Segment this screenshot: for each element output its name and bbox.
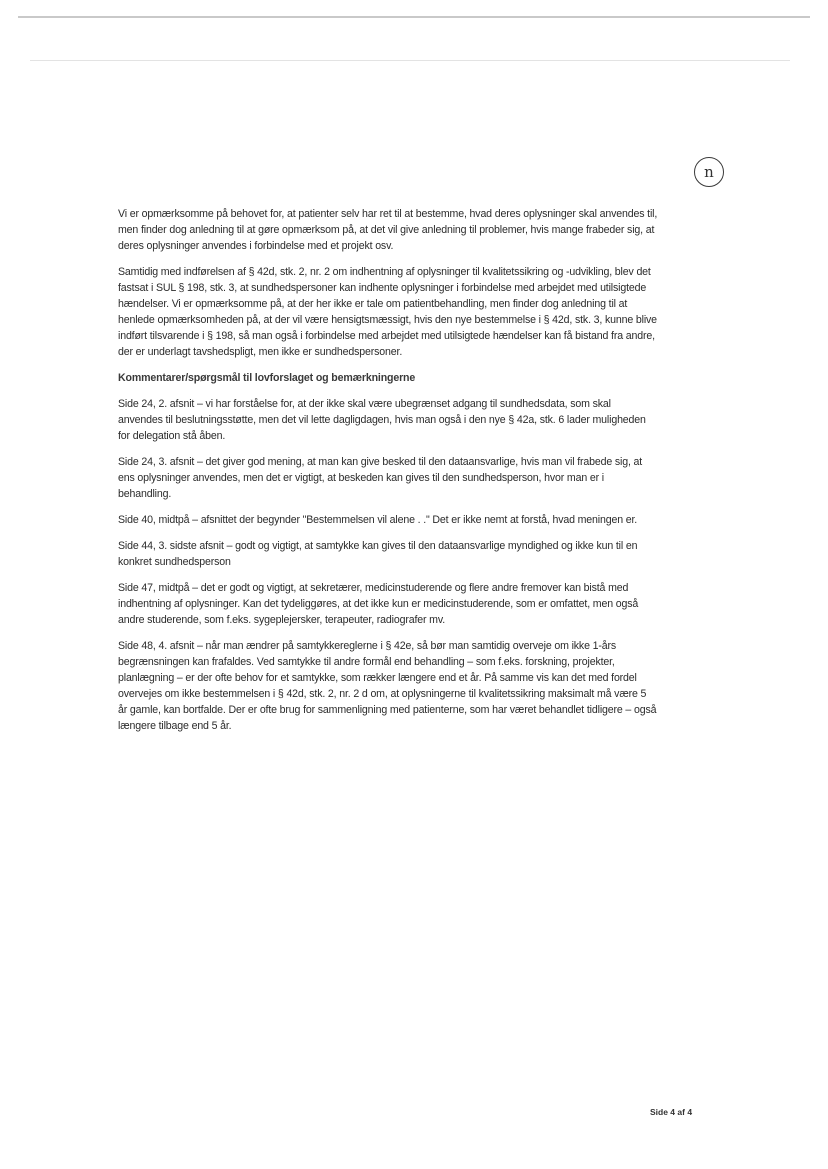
page-number: Side 4 af 4 — [650, 1107, 693, 1117]
document-body — [118, 206, 658, 744]
comment-page-24-2: Side 24, 2. afsnit – vi har forståelse for, at der ikke skal være ubegrænset adgang til sundhedsdata, som skal anvendes til beslutningsstøtte, men det vil lette dagligdagen, hvis man også i den nye § 42a, stk. 6 lader muligheden for delegation stå åben. — [118, 398, 646, 442]
scan-edge-line — [18, 16, 810, 18]
section-heading: Kommentarer/spørgsmål til lovforslaget og bemærkningerne — [118, 372, 416, 384]
comment-page-40: Side 40, midtpå – afsnittet der begynder "Bestemmelsen vil alene . ." Det er ikke nemt at forstå, hvad meningen er. — [118, 514, 638, 526]
comment-page-44: Side 44, 3. sidste afsnit – godt og vigtigt, at samtykke kan gives til den dataansvarlige myndighed og ikke kun til en konkret sundhedsperson — [118, 540, 638, 568]
comment-page-48: Side 48, 4. afsnit – når man ændrer på samtykkereglerne i § 42e, så bør man samtidig overveje om ikke 1-års begrænsningen kan frafaldes. Ved samtykke til andre formål end behandling – som f.eks. forskning, projekter, planlægning – er der ofte behov for et samtykke, som rækker længere end et år. På samme vis kan det med fordel overvejes om ikke bestemmelsen i § 42d, stk. 2, nr. 2 d om, at oplysningerne til kvalitetssikring maksimalt må være 5 år gamle, kan bortfalde. Der er ofte brug for sammenligning med patienterne, som har været behandlet tidligere – også længere tilbage end 5 år. — [118, 640, 657, 732]
comment-page-47: Side 47, midtpå – det er godt og vigtigt, at sekretærer, medicinstuderende og flere andre fremover kan bistå med indhentning af oplysninger. Kan det tydeliggøres, at det ikke kun er medicinstuderende, som er omfattet, men også andre studerende, som f.eks. sygeplejersker, terapeuter, radiografer mv. — [118, 582, 639, 626]
paragraph-quality-assurance: Samtidig med indførelsen af § 42d, stk. 2, nr. 2 om indhentning af oplysninger til kvalitetssikring og -udvikling, blev det fastsat i SUL § 198, stk. 3, at sundhedspersoner kan indhente oplysninger i forbindelse med arbejdet med utilsigtede hændelser. Vi er opmærksomme på, at der her ikke er tale om patientbehandling, men finder dog anledning til at henlede opmærksomheden på, at der vil være hensigtsmæssigt, hvis den nye bestemmelse i § 42d, stk. 3, kunne blive indført tilsvarende i § 198, så man også i forbindelse med arbejdet med utilsigtede hændelser kan få bistand fra andre, der er underlagt tavshedspligt, men ikke er sundhedspersoner. — [118, 266, 657, 358]
scan-divider-line — [30, 60, 790, 61]
logo-icon: n — [694, 157, 724, 187]
paragraph-consent: Vi er opmærksomme på behovet for, at patienter selv har ret til at bestemme, hvad deres oplysninger skal anvendes til, men finder dog anledning til at gøre opmærksom på, at det vil give anledning til problemer, hvis mange frabeder sig, at deres oplysninger anvendes i forbindelse med et projekt osv. — [118, 208, 658, 252]
comment-page-24-3: Side 24, 3. afsnit – det giver god mening, at man kan give besked til den dataansvarlige, hvis man vil frabede sig, at ens oplysninger anvendes, men det er vigtigt, at beskeden kan gives til den sundhedsperson, hvor man er i behandling. — [118, 456, 643, 500]
